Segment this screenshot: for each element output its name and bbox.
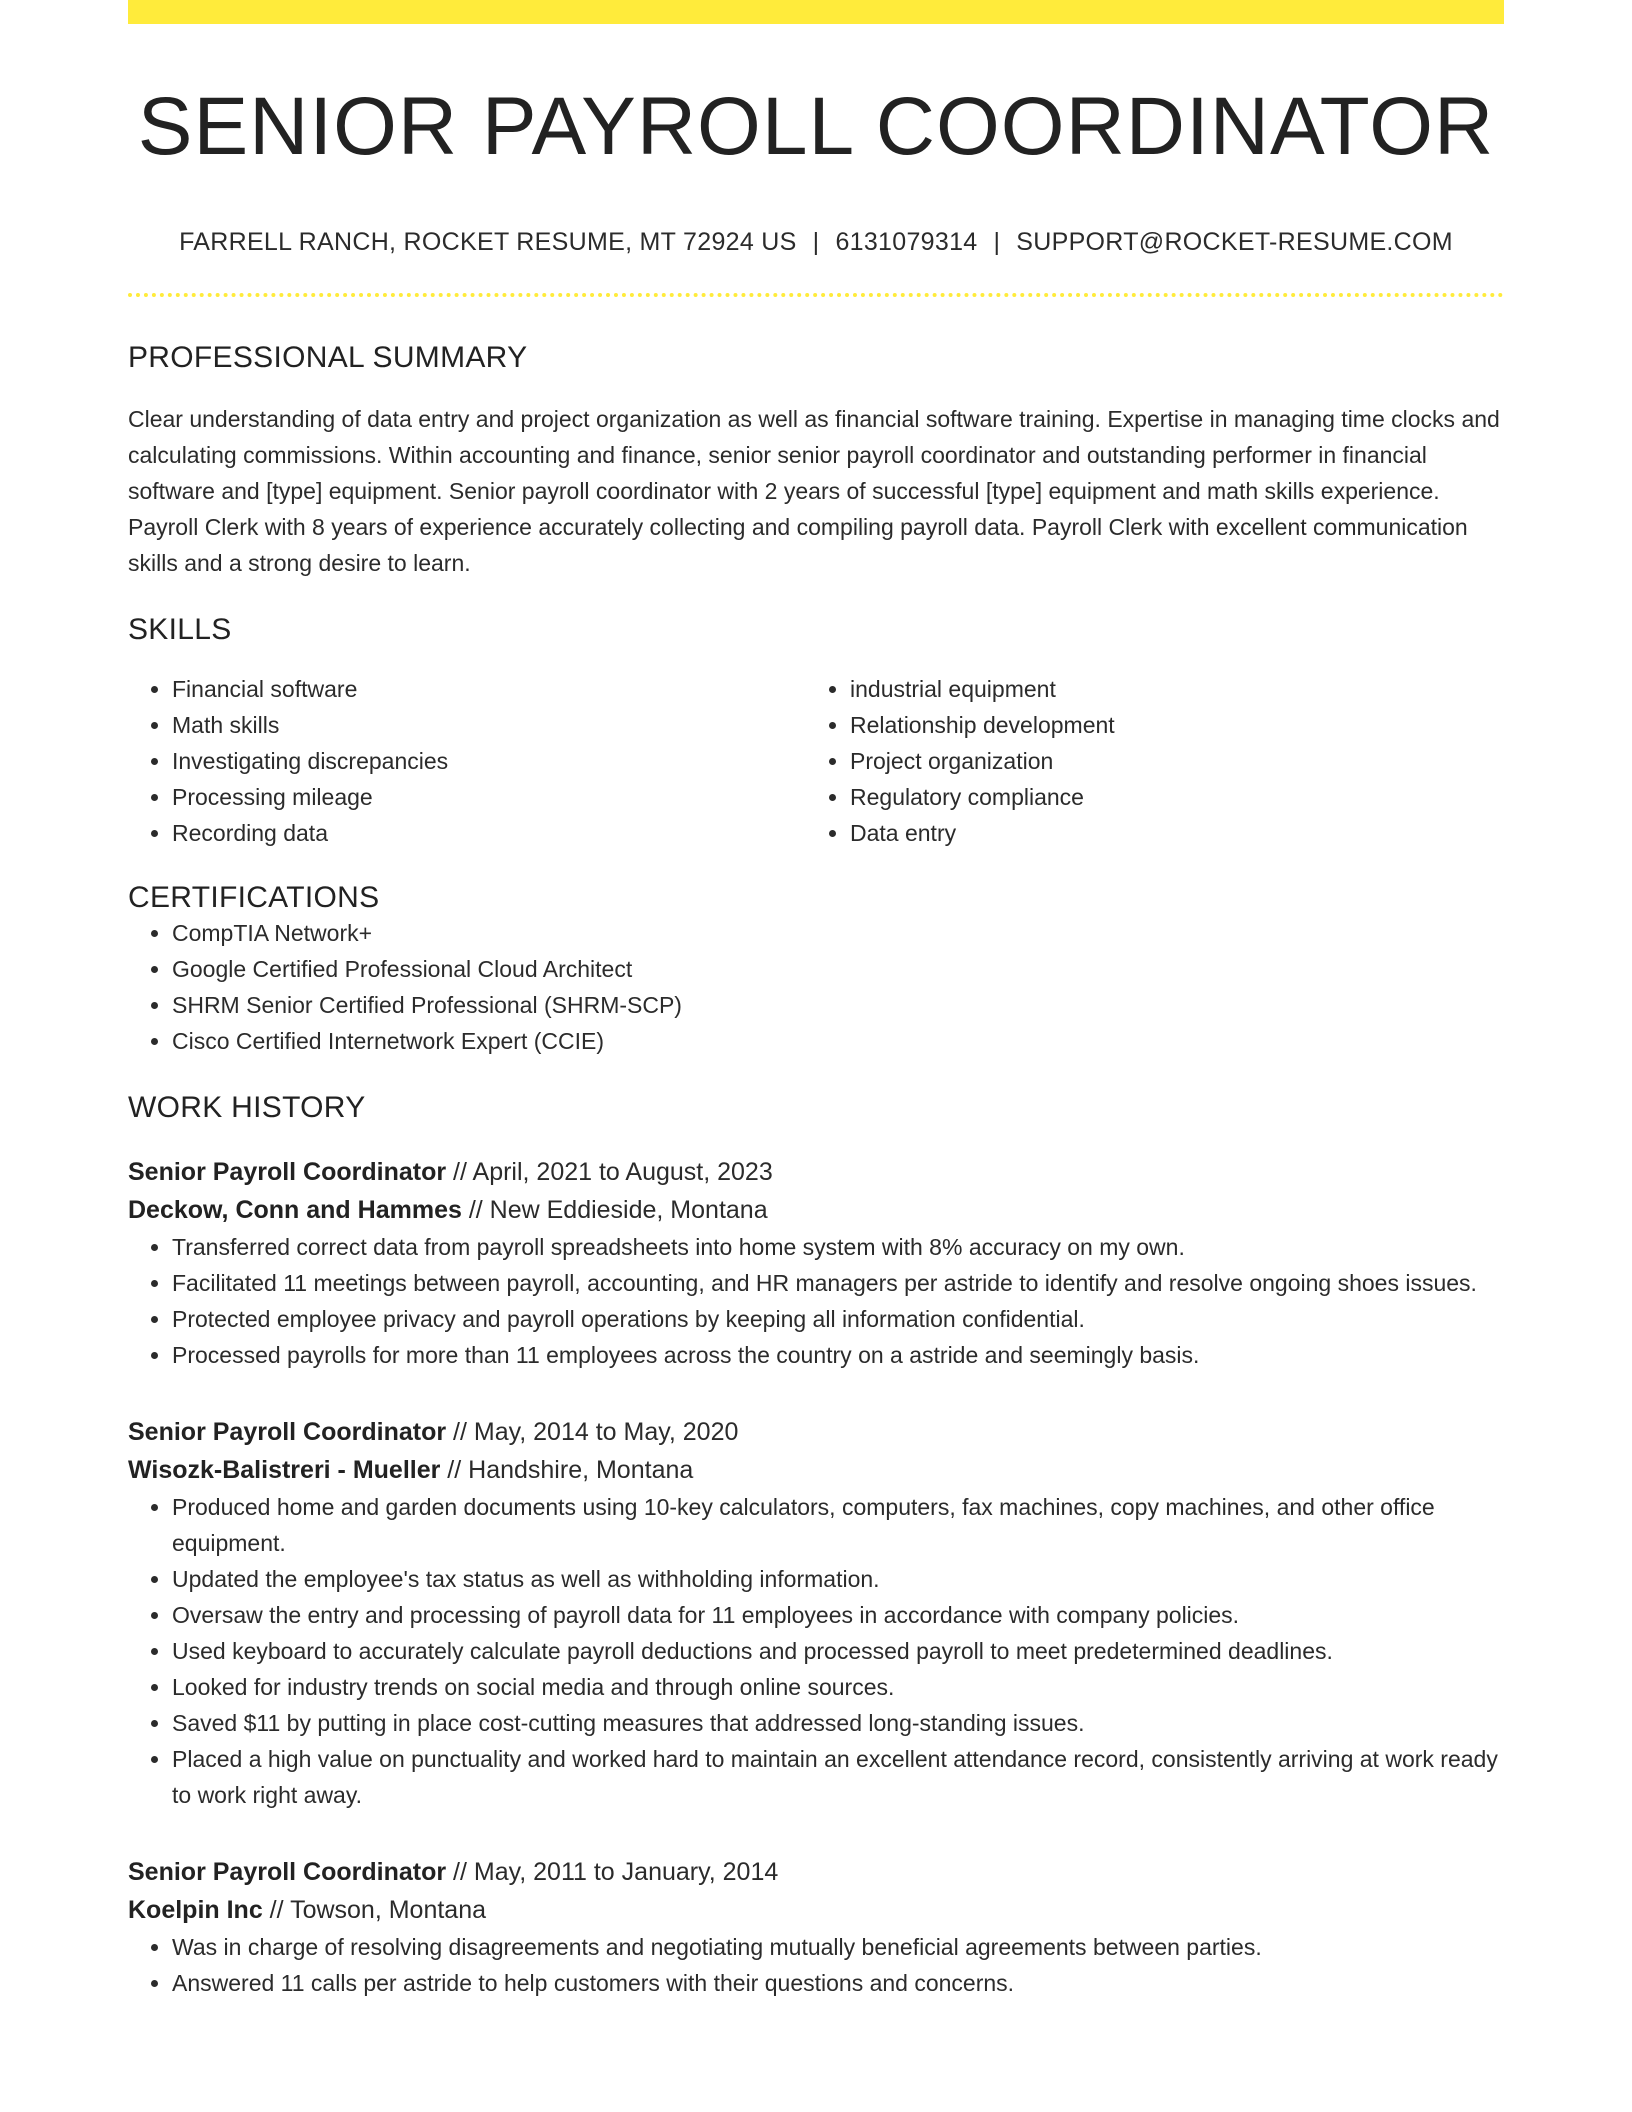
job-location: // Handshire, Montana xyxy=(440,1456,694,1485)
certification-item: • SHRM Senior Certified Professional (SHRM-SCP) xyxy=(172,987,1504,1023)
certification-item: • Cisco Certified Internetwork Expert (CCIE) xyxy=(172,1023,1504,1059)
contact-info xyxy=(128,228,1504,257)
certification-item: • Google Certified Professional Cloud Architect xyxy=(172,951,1504,987)
work-history-heading: WORK HISTORY xyxy=(128,1091,366,1125)
job-company: Deckow, Conn and Hammes xyxy=(128,1196,462,1225)
contact-address: FARRELL RANCH, ROCKET RESUME, MT 72924 US xyxy=(179,228,797,257)
certification-item: • CompTIA Network+ xyxy=(172,915,1504,951)
skills-list-right xyxy=(806,671,1484,851)
job-duty: • Facilitated 11 meetings between payroll, accounting, and HR managers per astride to identify and resolve ongoing shoes issues. xyxy=(172,1265,1504,1301)
certifications-list xyxy=(128,915,1504,1059)
job-entry xyxy=(128,1413,1504,1813)
skills-column-right xyxy=(806,671,1484,851)
job-entry xyxy=(128,1853,1504,2001)
job-dates: // May, 2014 to May, 2020 xyxy=(446,1418,739,1447)
skill-item: • Math skills xyxy=(172,707,806,743)
skills-list-left xyxy=(128,671,806,851)
resume-page xyxy=(128,0,1504,2001)
job-duty: • Looked for industry trends on social media and through online sources. xyxy=(172,1669,1504,1705)
job-duties-list xyxy=(128,1929,1504,2001)
job-duty: • Placed a high value on punctuality and worked hard to maintain an excellent attendance record, consistently arriving at work ready to work right away. xyxy=(172,1741,1504,1813)
skills-grid xyxy=(128,671,1504,851)
job-title: Senior Payroll Coordinator xyxy=(128,1858,447,1887)
job-company-line xyxy=(128,1191,1504,1229)
job-duty: • Produced home and garden documents using 10-key calculators, computers, fax machines, copy machines, and other office equipment. xyxy=(172,1489,1504,1561)
job-duty: • Updated the employee's tax status as well as withholding information. xyxy=(172,1561,1504,1597)
job-company: Wisozk-Balistreri - Mueller xyxy=(128,1456,441,1485)
header-divider xyxy=(128,293,1504,297)
job-duty: • Saved $11 by putting in place cost-cutting measures that addressed long-standing issues. xyxy=(172,1705,1504,1741)
skill-item: • Recording data xyxy=(172,815,806,851)
contact-separator: | xyxy=(812,228,820,257)
job-location: // Towson, Montana xyxy=(262,1896,487,1925)
skills-heading: SKILLS xyxy=(128,613,232,647)
skill-item: • Investigating discrepancies xyxy=(172,743,806,779)
skills-column-left xyxy=(128,671,806,851)
job-entry xyxy=(128,1153,1504,1373)
skill-item: • Processing mileage xyxy=(172,779,806,815)
job-company: Koelpin Inc xyxy=(128,1896,263,1925)
job-dates: // April, 2021 to August, 2023 xyxy=(446,1158,773,1187)
job-duty: • Processed payrolls for more than 11 employees across the country on a astride and seemingly basis. xyxy=(172,1337,1504,1373)
job-dates: // May, 2011 to January, 2014 xyxy=(446,1858,779,1887)
skill-item: • Relationship development xyxy=(850,707,1484,743)
skill-item: • industrial equipment xyxy=(850,671,1484,707)
job-duty: • Transferred correct data from payroll spreadsheets into home system with 8% accuracy on my own. xyxy=(172,1229,1504,1265)
summary-heading: PROFESSIONAL SUMMARY xyxy=(128,341,528,375)
job-duties-list xyxy=(128,1229,1504,1373)
resume-title: SENIOR PAYROLL COORDINATOR xyxy=(137,81,1495,172)
skill-item: • Financial software xyxy=(172,671,806,707)
job-company-line xyxy=(128,1891,1504,1929)
job-location: // New Eddieside, Montana xyxy=(461,1196,768,1225)
job-company-line xyxy=(128,1451,1504,1489)
certifications-heading: CERTIFICATIONS xyxy=(128,881,380,915)
job-title: Senior Payroll Coordinator xyxy=(128,1418,447,1447)
job-title-line xyxy=(128,1853,1504,1891)
job-duty: • Answered 11 calls per astride to help customers with their questions and concerns. xyxy=(172,1965,1504,2001)
contact-email: SUPPORT@ROCKET-RESUME.COM xyxy=(1016,228,1453,257)
job-title-line xyxy=(128,1153,1504,1191)
skill-item: • Regulatory compliance xyxy=(850,779,1484,815)
contact-phone: 6131079314 xyxy=(835,228,978,257)
contact-separator: | xyxy=(993,228,1001,257)
job-duty: • Was in charge of resolving disagreements and negotiating mutually beneficial agreements between parties. xyxy=(172,1929,1504,1965)
skill-item: • Data entry xyxy=(850,815,1484,851)
accent-bar xyxy=(128,0,1504,24)
job-duty: • Protected employee privacy and payroll operations by keeping all information confidential. xyxy=(172,1301,1504,1337)
job-duty: • Used keyboard to accurately calculate payroll deductions and processed payroll to meet predetermined deadlines. xyxy=(172,1633,1504,1669)
summary-text: Clear understanding of data entry and project organization as well as financial software training. Expertise in managing time clocks and calculating commissions. Within accounting and finance, senior senior payroll coordinator and outstanding performer in financial software and [type] equipment. Senior payroll coordinator with 2 years of successful [type] equipment and math skills experience. Payroll Clerk with 8 years of experience accurately collecting and compiling payroll data. Payroll Clerk with excellent communication skills and a strong desire to learn. xyxy=(128,406,1500,577)
skill-item: • Project organization xyxy=(850,743,1484,779)
job-title-line xyxy=(128,1413,1504,1451)
job-duty: • Oversaw the entry and processing of payroll data for 11 employees in accordance with company policies. xyxy=(172,1597,1504,1633)
job-duties-list xyxy=(128,1489,1504,1813)
job-title: Senior Payroll Coordinator xyxy=(128,1158,447,1187)
